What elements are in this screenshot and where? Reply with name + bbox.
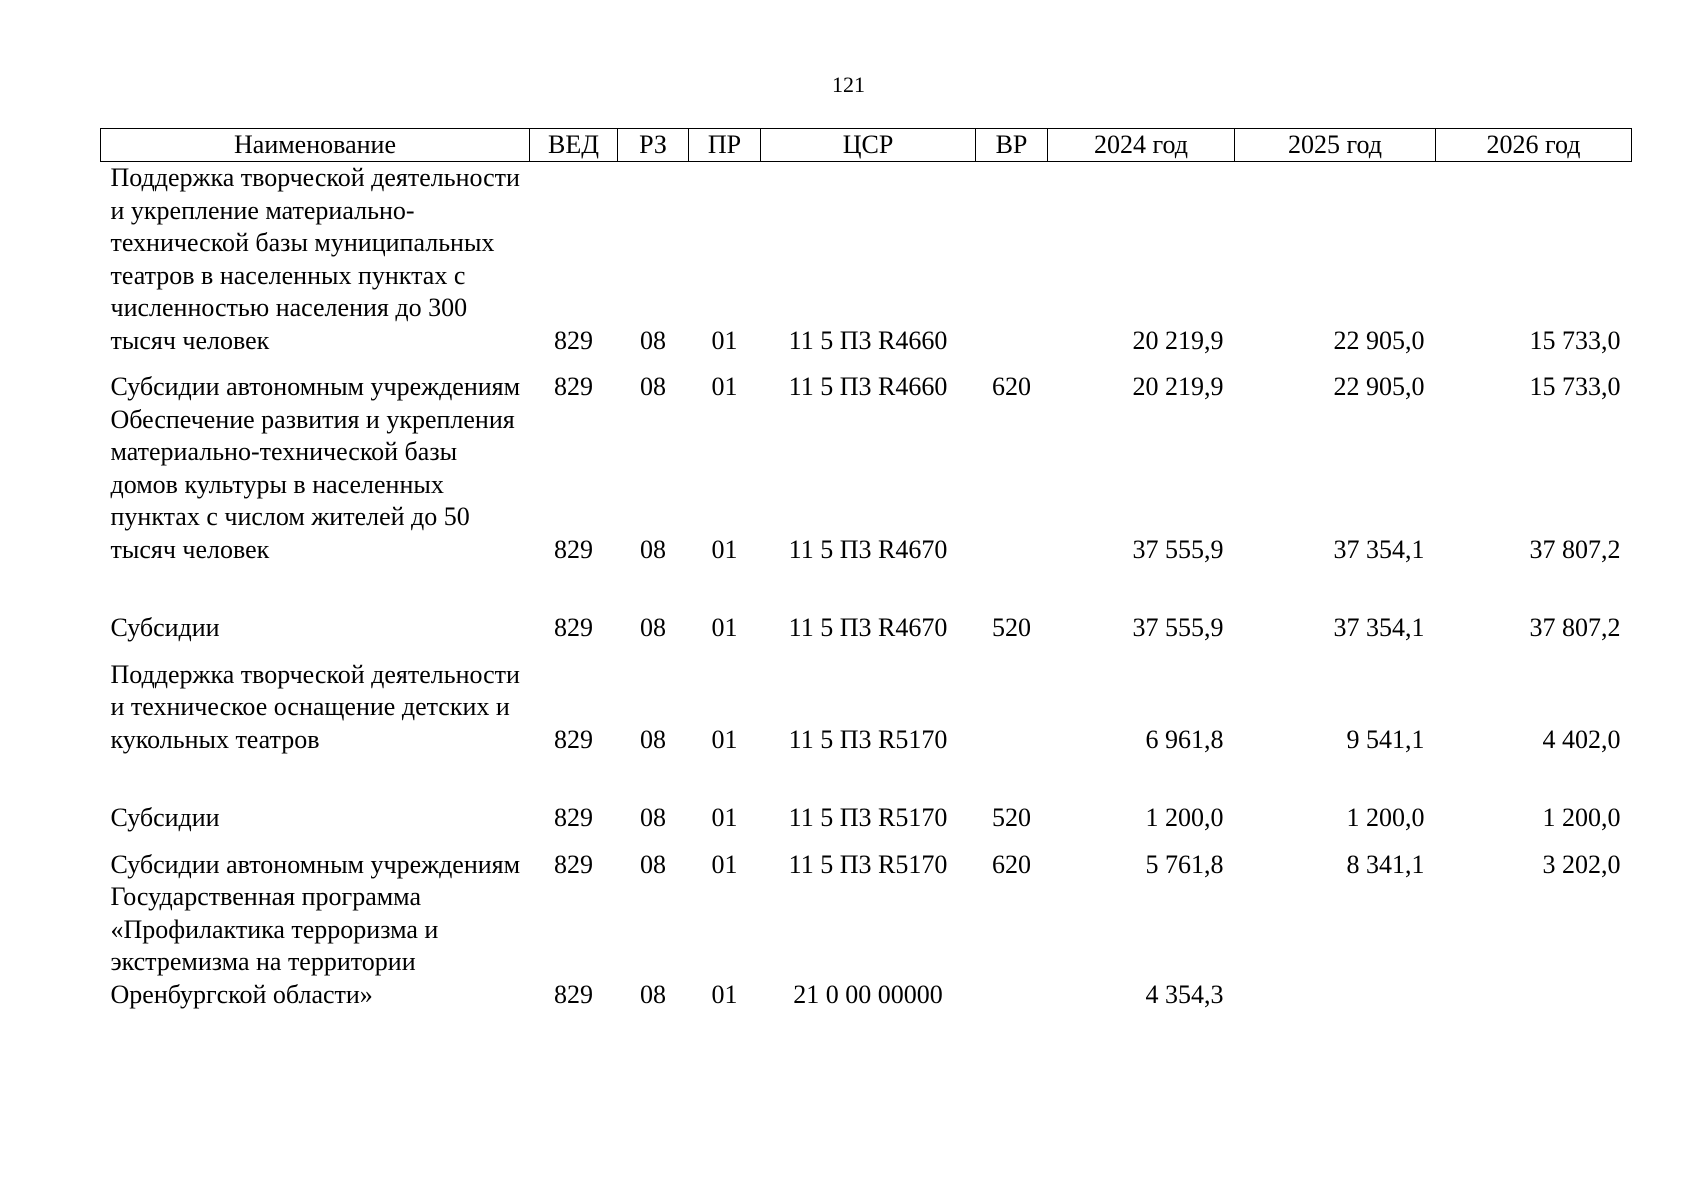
table-row xyxy=(101,881,1632,1011)
column-header-2025: 2025 год xyxy=(1235,129,1436,162)
row-name: Субсидии автономным учреждениям xyxy=(110,372,521,401)
row-rz: 08 xyxy=(640,724,666,754)
table-row xyxy=(101,404,1632,567)
row-amount-2025: 1 200,0 xyxy=(1346,803,1425,832)
column-header-2026: 2026 год xyxy=(1436,129,1632,162)
row-csr: 11 5 П3 R4670 xyxy=(788,613,948,642)
row-amount-2024: 37 555,9 xyxy=(1132,534,1224,564)
row-amount-2026: 37 807,2 xyxy=(1529,613,1621,642)
row-amount-2024: 1 200,0 xyxy=(1145,803,1224,832)
budget-table xyxy=(100,128,1632,1011)
row-rz: 08 xyxy=(640,534,666,564)
table-row xyxy=(101,835,1632,882)
row-name: Субсидии xyxy=(110,803,220,832)
row-name: Поддержка творческой деятельности и техническое оснащение детских и кукольных театров xyxy=(110,659,520,754)
table-header xyxy=(101,129,1632,162)
row-csr: 21 0 00 00000 xyxy=(793,979,943,1009)
row-ved: 829 xyxy=(554,325,593,355)
column-header-name: Наименование xyxy=(101,129,530,162)
row-pr: 01 xyxy=(711,613,738,642)
row-vr xyxy=(976,881,1048,1011)
row-csr: 11 5 П3 R5170 xyxy=(788,724,948,754)
row-amount-2026: 1 200,0 xyxy=(1542,803,1621,832)
table-row xyxy=(101,645,1632,757)
column-header-ved: ВЕД xyxy=(530,129,618,162)
row-csr: 11 5 П3 R4670 xyxy=(788,534,948,564)
column-header-vr: ВР xyxy=(976,129,1048,162)
row-amount-2026: 15 733,0 xyxy=(1529,372,1621,401)
column-header-csr: ЦСР xyxy=(761,129,976,162)
row-amount-2024: 4 354,3 xyxy=(1145,979,1224,1009)
row-rz: 08 xyxy=(640,803,666,832)
row-amount-2026 xyxy=(1436,881,1632,1011)
row-amount-2024: 20 219,9 xyxy=(1132,325,1224,355)
row-vr xyxy=(976,404,1048,567)
row-ved: 829 xyxy=(554,534,593,564)
row-vr: 620 xyxy=(992,372,1031,401)
row-amount-2025: 8 341,1 xyxy=(1346,849,1425,879)
table-row xyxy=(101,566,1632,645)
row-name: Государственная программа «Профилактика терроризма и экстремизма на территории Оренбургской области» xyxy=(110,882,439,1009)
row-amount-2025: 9 541,1 xyxy=(1346,724,1425,754)
row-amount-2026: 4 402,0 xyxy=(1542,724,1621,754)
row-pr: 01 xyxy=(711,372,738,401)
row-name: Субсидии xyxy=(110,613,220,642)
table-body xyxy=(101,162,1632,1012)
row-ved: 829 xyxy=(554,724,593,754)
row-amount-2024: 37 555,9 xyxy=(1132,613,1224,642)
row-vr: 620 xyxy=(992,849,1031,879)
row-amount-2026: 37 807,2 xyxy=(1529,534,1621,564)
row-amount-2024: 6 961,8 xyxy=(1145,724,1224,754)
row-csr: 11 5 П3 R5170 xyxy=(788,849,948,879)
row-pr: 01 xyxy=(711,979,738,1009)
row-pr: 01 xyxy=(711,803,738,832)
row-amount-2024: 5 761,8 xyxy=(1145,849,1224,879)
row-name: Поддержка творческой деятельности и укрепление материально-технической базы муниципальных театров в населенных пунктах с численностью населения до 300 тысяч человек xyxy=(110,163,520,355)
row-csr: 11 5 П3 R5170 xyxy=(788,803,948,832)
row-ved: 829 xyxy=(554,613,593,642)
table-row xyxy=(101,357,1632,404)
row-csr: 11 5 П3 R4660 xyxy=(788,325,948,355)
row-ved: 829 xyxy=(554,372,593,401)
row-vr: 520 xyxy=(992,613,1031,642)
row-ved: 829 xyxy=(554,803,593,832)
row-amount-2024: 20 219,9 xyxy=(1132,372,1224,401)
row-vr xyxy=(976,162,1048,358)
row-ved: 829 xyxy=(554,849,593,879)
row-rz: 08 xyxy=(640,372,666,401)
column-header-rz: РЗ xyxy=(618,129,689,162)
row-amount-2025: 37 354,1 xyxy=(1333,613,1425,642)
row-ved: 829 xyxy=(554,979,593,1009)
row-amount-2025: 22 905,0 xyxy=(1333,372,1425,401)
row-amount-2026: 3 202,0 xyxy=(1542,849,1621,879)
column-header-pr: ПР xyxy=(689,129,761,162)
table-row xyxy=(101,162,1632,358)
table-row xyxy=(101,756,1632,835)
row-vr xyxy=(976,645,1048,757)
row-amount-2025 xyxy=(1235,881,1436,1011)
row-pr: 01 xyxy=(711,849,738,879)
row-csr: 11 5 П3 R4660 xyxy=(788,372,948,401)
row-pr: 01 xyxy=(711,724,738,754)
row-rz: 08 xyxy=(640,613,666,642)
row-name: Субсидии автономным учреждениям xyxy=(110,849,521,879)
row-amount-2025: 22 905,0 xyxy=(1333,325,1425,355)
row-rz: 08 xyxy=(640,325,666,355)
row-rz: 08 xyxy=(640,849,666,879)
row-amount-2026: 15 733,0 xyxy=(1529,325,1621,355)
row-vr: 520 xyxy=(992,803,1031,832)
row-name: Обеспечение развития и укрепления материально-технической базы домов культуры в населенных пунктах с числом жителей до 50 тысяч человек xyxy=(110,404,515,564)
column-header-2024: 2024 год xyxy=(1048,129,1235,162)
row-pr: 01 xyxy=(711,534,738,564)
row-amount-2025: 37 354,1 xyxy=(1333,534,1425,564)
row-rz: 08 xyxy=(640,979,666,1009)
page-number: 121 xyxy=(832,72,865,97)
row-pr: 01 xyxy=(711,325,738,355)
